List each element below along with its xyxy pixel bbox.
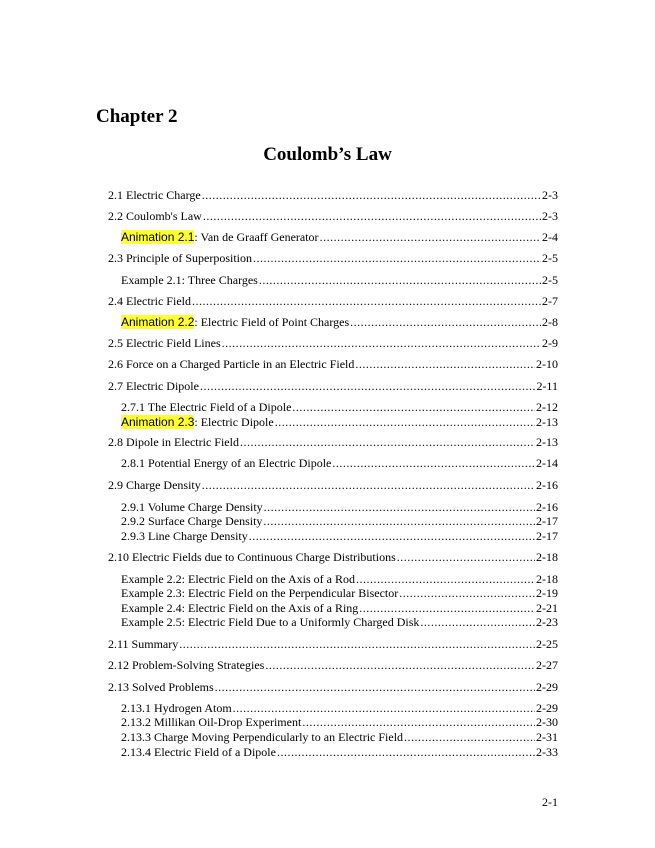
dot-leader [404, 730, 535, 744]
toc-entry[interactable] [121, 400, 558, 414]
dot-leader [265, 658, 535, 672]
dot-leader [277, 745, 535, 759]
dot-leader [292, 400, 535, 414]
toc-page-number: 2-13 [536, 435, 558, 449]
toc-entry-text: 2.11 Summary [108, 637, 179, 651]
toc-entry-text: 2.13.2 Millikan Oil-Drop Experiment [121, 715, 302, 729]
toc-entry-title [108, 188, 201, 202]
toc-entry-title [108, 658, 264, 672]
toc-entry-title [108, 336, 221, 350]
toc-entry[interactable] [108, 294, 558, 308]
toc-entry-title [108, 294, 191, 308]
dot-leader [200, 379, 535, 393]
toc-entry-title [121, 572, 355, 586]
dot-leader [215, 680, 535, 694]
toc-entry[interactable] [121, 586, 558, 600]
toc-entry[interactable] [121, 701, 558, 715]
toc-page-number: 2-12 [536, 400, 558, 414]
toc-entry-title [121, 456, 331, 470]
toc-entry[interactable] [108, 209, 558, 223]
toc-entry-title [121, 500, 263, 514]
toc-entry-text: 2.13 Solved Problems [108, 680, 214, 694]
dot-leader [203, 209, 541, 223]
toc-entry-title [108, 550, 396, 564]
toc-page-number: 2-16 [536, 478, 558, 492]
dot-leader [399, 586, 535, 600]
toc-entry-text: 2.1 Electric Charge [108, 188, 201, 202]
toc-entry[interactable] [108, 379, 558, 393]
toc-entry-text: Example 2.1: Three Charges [121, 273, 258, 287]
toc-entry-title [108, 478, 201, 492]
toc-page-number: 2-17 [536, 514, 558, 528]
toc-page-number: 2-31 [536, 730, 558, 744]
toc-entry-title [121, 415, 274, 429]
animation-link[interactable]: Animation 2.2 [121, 315, 195, 329]
toc-entry-title [121, 745, 276, 759]
page-title: Coulomb’s Law [263, 144, 392, 165]
toc-entry[interactable] [121, 601, 558, 615]
toc-entry-text: : Electric Dipole [194, 415, 274, 429]
toc-entry[interactable] [121, 730, 558, 744]
toc-entry[interactable] [108, 680, 558, 694]
dot-leader [355, 357, 535, 371]
toc-entry-title [121, 730, 403, 744]
toc-entry-title [121, 315, 349, 329]
toc-entry[interactable] [121, 230, 558, 244]
toc-page-number: 2-25 [536, 637, 558, 651]
toc-entry[interactable] [121, 456, 558, 470]
toc-entry-title [121, 230, 319, 244]
toc-page-number: 2-5 [542, 273, 558, 287]
toc-entry[interactable] [121, 514, 558, 528]
toc-page-number: 2-23 [536, 615, 558, 629]
toc-entry[interactable] [121, 315, 558, 329]
toc-page-number: 2-11 [536, 379, 558, 393]
toc-entry[interactable] [121, 572, 558, 586]
dot-leader [356, 572, 535, 586]
animation-link[interactable]: Animation 2.3 [121, 415, 195, 429]
toc-entry-text: 2.9 Charge Density [108, 478, 201, 492]
toc-entry-text: 2.12 Problem-Solving Strategies [108, 658, 265, 672]
dot-leader [202, 188, 541, 202]
toc-entry-text: Example 2.4: Electric Field on the Axis of a Ring [121, 601, 359, 615]
toc-page-number: 2-9 [542, 336, 558, 350]
toc-entry[interactable] [108, 188, 558, 202]
dot-leader [192, 294, 541, 308]
toc-entry-title [108, 379, 199, 393]
toc-entry[interactable] [108, 336, 558, 350]
toc-entry-title [108, 251, 252, 265]
toc-entry-title [121, 715, 301, 729]
toc-entry[interactable] [121, 615, 558, 629]
dot-leader [233, 701, 535, 715]
toc-entry-text: 2.10 Electric Fields due to Continuous Charge Distributions [108, 550, 396, 564]
toc-entry[interactable] [121, 529, 558, 543]
toc-page-number: 2-4 [542, 230, 558, 244]
toc-entry[interactable] [108, 251, 558, 265]
toc-page-number: 2-16 [536, 500, 558, 514]
dot-leader [264, 500, 535, 514]
toc-entry-title [108, 637, 178, 651]
dot-leader [240, 435, 535, 449]
toc-entry-title [108, 209, 202, 223]
dot-leader [179, 637, 535, 651]
dot-leader [359, 601, 535, 615]
toc-entry-text: 2.6 Force on a Charged Particle in an Electric Field [108, 357, 355, 371]
toc-entry-title [121, 273, 258, 287]
toc-entry-text: 2.13.4 Electric Field of a Dipole [121, 745, 276, 759]
dot-leader [253, 251, 541, 265]
toc-page-number: 2-8 [542, 315, 558, 329]
toc-entry-text: 2.7.1 The Electric Field of a Dipole [121, 400, 292, 414]
toc-entry[interactable] [121, 500, 558, 514]
toc-page-number: 2-29 [536, 680, 558, 694]
toc-entry-title [121, 701, 232, 715]
toc-entry-text: 2.9.3 Line Charge Density [121, 529, 248, 543]
toc-entry-title [121, 529, 248, 543]
dot-leader [202, 478, 535, 492]
toc-page-number: 2-10 [536, 357, 558, 371]
toc-entry-text: Example 2.3: Electric Field on the Perpendicular Bisector [121, 586, 399, 600]
toc-page-number: 2-21 [536, 601, 558, 615]
toc-page-number: 2-7 [542, 294, 558, 308]
dot-leader [332, 456, 535, 470]
chapter-heading: Chapter 2 [96, 106, 178, 127]
toc-entry-title [108, 680, 214, 694]
toc-entry-text: 2.9.2 Surface Charge Density [121, 514, 263, 528]
toc-page-number: 2-18 [536, 572, 558, 586]
dot-leader [263, 514, 535, 528]
toc-entry-text: 2.13.3 Charge Moving Perpendicularly to an Electric Field [121, 730, 404, 744]
toc-entry-text: 2.7 Electric Dipole [108, 379, 199, 393]
toc-entry[interactable] [108, 357, 558, 371]
toc-entry-text: 2.4 Electric Field [108, 294, 191, 308]
toc-page-number: 2-19 [536, 586, 558, 600]
toc-page-number: 2-29 [536, 701, 558, 715]
toc-entry[interactable] [108, 478, 558, 492]
dot-leader [397, 550, 535, 564]
toc-page-number: 2-5 [542, 251, 558, 265]
toc-entry-title [121, 400, 291, 414]
toc-entry[interactable] [108, 637, 558, 651]
toc-entry-text: Example 2.5: Electric Field Due to a Uniformly Charged Disk [121, 615, 420, 629]
animation-link[interactable]: Animation 2.1 [121, 230, 195, 244]
page-number: 2-1 [542, 795, 558, 809]
toc-entry-text: 2.8 Dipole in Electric Field [108, 435, 239, 449]
dot-leader [350, 315, 541, 329]
toc-entry-text: Example 2.2: Electric Field on the Axis of a Rod [121, 572, 355, 586]
dot-leader [275, 415, 535, 429]
toc-entry-text: 2.9.1 Volume Charge Density [121, 500, 263, 514]
toc-page-number: 2-3 [542, 209, 558, 223]
toc-entry-title [121, 586, 398, 600]
toc-page-number: 2-13 [536, 415, 558, 429]
toc-entry-text: : Van de Graaff Generator [194, 230, 319, 244]
dot-leader [222, 336, 541, 350]
toc-entry-text: 2.13.1 Hydrogen Atom [121, 701, 232, 715]
toc-page-number: 2-30 [536, 715, 558, 729]
toc-page-number: 2-17 [536, 529, 558, 543]
dot-leader [249, 529, 535, 543]
dot-leader [259, 273, 541, 287]
toc-entry-title [121, 615, 419, 629]
toc-page-number: 2-27 [536, 658, 558, 672]
toc-entry[interactable] [121, 715, 558, 729]
toc-page-number: 2-33 [536, 745, 558, 759]
toc-entry-text: 2.3 Principle of Superposition [108, 251, 252, 265]
dot-leader [420, 615, 535, 629]
dot-leader [302, 715, 535, 729]
toc-page-number: 2-14 [536, 456, 558, 470]
toc-entry[interactable] [108, 435, 558, 449]
toc-entry[interactable] [108, 550, 558, 564]
toc-entry-text: 2.5 Electric Field Lines [108, 336, 221, 350]
toc-entry-title [121, 601, 358, 615]
toc-entry-title [108, 435, 239, 449]
toc-page-number: 2-3 [542, 188, 558, 202]
dot-leader [320, 230, 541, 244]
toc-entry-text: 2.8.1 Potential Energy of an Electric Dipole [121, 456, 332, 470]
toc-entry[interactable] [121, 745, 558, 759]
toc-entry-title [108, 357, 354, 371]
toc-entry-text: : Electric Field of Point Charges [194, 315, 350, 329]
toc-entry-text: 2.2 Coulomb's Law [108, 209, 202, 223]
toc-entry[interactable] [121, 415, 558, 429]
toc-entry[interactable] [108, 658, 558, 672]
toc-entry[interactable] [121, 273, 558, 287]
toc-entry-title [121, 514, 262, 528]
toc-page-number: 2-18 [536, 550, 558, 564]
